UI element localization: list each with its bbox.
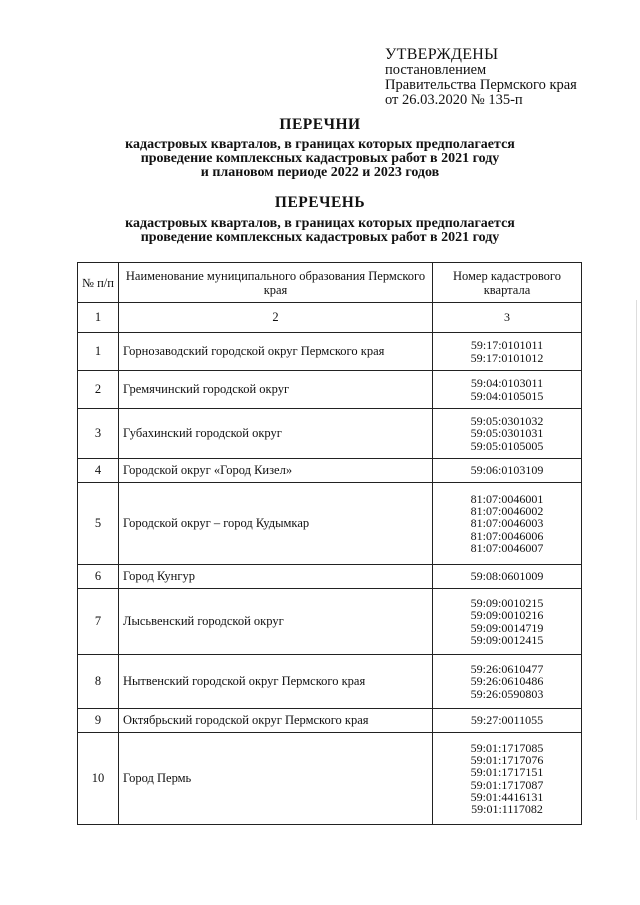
heading1-line: и плановом периоде 2022 и 2023 годов [200, 165, 440, 180]
cadastral-code: 59:09:0012415 [470, 632, 544, 647]
municipality-name: Городской округ – город Кудымкар [119, 483, 433, 565]
heading1-line: проведение комплексных кадастровых работ в 2021 году [140, 151, 500, 166]
cadastral-codes [433, 459, 582, 483]
cadastral-code: 59:09:0010216 [470, 608, 544, 623]
municipality-name: Город Кунгур [119, 565, 433, 589]
cadastral-code: 59:08:0601009 [470, 569, 544, 584]
municipality-name: Город Пермь [119, 733, 433, 825]
approval-title: УТВЕРЖДЕНЫ [385, 46, 499, 63]
header-code: Номер кадастрового квартала [433, 263, 582, 303]
municipality-name: Городской округ «Город Кизел» [119, 459, 433, 483]
cadastral-code: 59:09:0014719 [470, 620, 544, 635]
cadastral-code: 59:27:0011055 [470, 713, 544, 728]
approval-line: постановлением [385, 62, 487, 78]
table-row [78, 333, 582, 371]
table-row [78, 589, 582, 655]
cadastral-code: 81:07:0046002 [470, 504, 544, 519]
row-number: 5 [78, 483, 119, 565]
index-cell: 3 [433, 303, 582, 333]
row-number: 8 [78, 655, 119, 709]
cadastral-code: 59:05:0301031 [470, 426, 544, 441]
cadastral-code: 81:07:0046006 [470, 528, 544, 543]
cadastral-code: 59:17:0101012 [470, 350, 544, 365]
row-number: 3 [78, 409, 119, 459]
cadastral-code: 59:26:0610477 [470, 662, 544, 677]
table-row [78, 459, 582, 483]
cadastral-codes [433, 409, 582, 459]
cadastral-codes [433, 333, 582, 371]
table-index-row [78, 303, 582, 333]
table-header-row [78, 263, 582, 303]
cadastral-table [77, 262, 582, 825]
municipality-name: Губахинский городской округ [119, 409, 433, 459]
row-number: 4 [78, 459, 119, 483]
heading2-line: проведение комплексных кадастровых работ в 2021 году [140, 230, 500, 245]
table-row [78, 483, 582, 565]
scan-edge [636, 300, 637, 820]
table-row [78, 655, 582, 709]
cadastral-codes [433, 371, 582, 409]
index-cell: 1 [78, 303, 119, 333]
cadastral-codes [433, 483, 582, 565]
approval-line: от 26.03.2020 № 135-п [385, 92, 523, 108]
table-row [78, 565, 582, 589]
cadastral-code: 59:09:0010215 [470, 596, 544, 611]
index-cell: 2 [119, 303, 433, 333]
municipality-name: Октябрьский городской округ Пермского края [119, 709, 433, 733]
municipality-name: Гремячинский городской округ [119, 371, 433, 409]
heading2-title: ПЕРЕЧЕНЬ [274, 194, 366, 211]
row-number: 2 [78, 371, 119, 409]
header-name: Наименование муниципального образования Пермского края [119, 263, 433, 303]
municipality-name: Нытвенский городской округ Пермского края [119, 655, 433, 709]
cadastral-code: 81:07:0046003 [470, 516, 544, 531]
cadastral-code: 81:07:0046001 [470, 491, 544, 506]
cadastral-code: 59:17:0101011 [470, 338, 544, 353]
cadastral-code: 59:01:4416131 [470, 789, 544, 804]
cadastral-code: 59:26:0590803 [470, 686, 544, 701]
cadastral-code: 59:26:0610486 [470, 674, 544, 689]
row-number: 7 [78, 589, 119, 655]
table-row [78, 371, 582, 409]
cadastral-code: 59:01:1717087 [470, 777, 544, 792]
cadastral-codes [433, 733, 582, 825]
cadastral-code: 59:01:1717151 [470, 765, 544, 780]
table-body [78, 333, 582, 825]
header-num: № п/п [78, 263, 119, 303]
cadastral-code: 59:01:1117082 [471, 801, 543, 816]
cadastral-codes [433, 709, 582, 733]
cadastral-code: 59:04:0105015 [470, 388, 544, 403]
approval-block [385, 46, 625, 108]
table-row [78, 709, 582, 733]
row-number: 9 [78, 709, 119, 733]
cadastral-code: 59:06:0103109 [470, 463, 544, 478]
cadastral-code: 59:01:1717085 [470, 740, 544, 755]
cadastral-code: 81:07:0046007 [470, 540, 544, 555]
heading1-line: кадастровых кварталов, в границах которых предполагается [125, 137, 515, 152]
cadastral-code: 59:01:1717076 [470, 753, 544, 768]
cadastral-codes [433, 655, 582, 709]
cadastral-code: 59:05:0301032 [470, 414, 544, 429]
heading1-title: ПЕРЕЧНИ [279, 116, 361, 133]
table-row [78, 733, 582, 825]
municipality-name: Горнозаводский городской округ Пермского края [119, 333, 433, 371]
row-number: 1 [78, 333, 119, 371]
municipality-name: Лысьвенский городской округ [119, 589, 433, 655]
cadastral-codes [433, 565, 582, 589]
row-number: 10 [78, 733, 119, 825]
table-row [78, 409, 582, 459]
cadastral-code: 59:05:0105005 [470, 438, 544, 453]
row-number: 6 [78, 565, 119, 589]
heading2-line: кадастровых кварталов, в границах которых предполагается [125, 216, 515, 231]
cadastral-codes [433, 589, 582, 655]
cadastral-code: 59:04:0103011 [470, 376, 544, 391]
approval-line: Правительства Пермского края [385, 77, 577, 93]
